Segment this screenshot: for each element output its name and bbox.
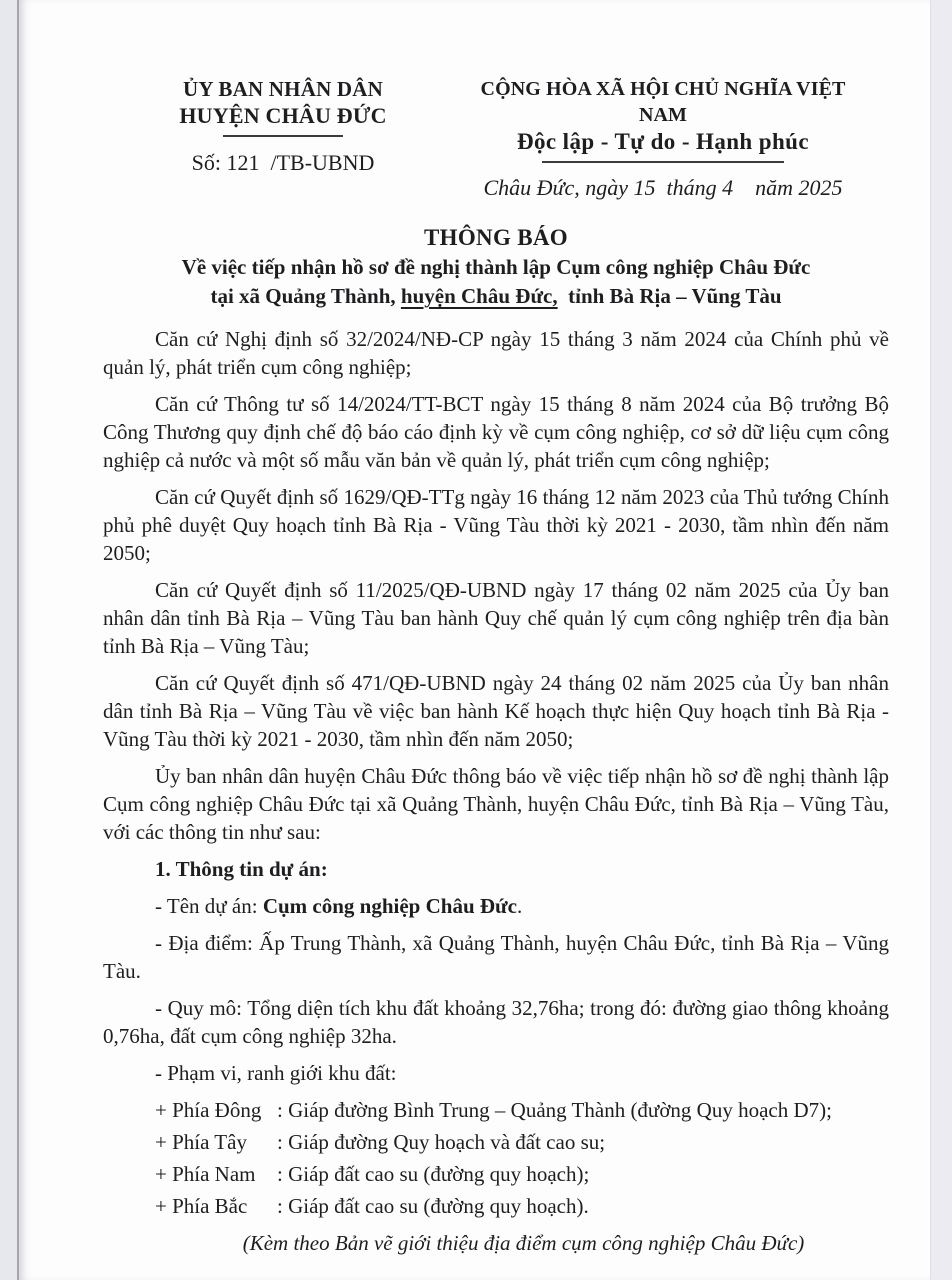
- motto-underline: [542, 161, 784, 163]
- boundary-value: : Giáp đất cao su (đường quy hoạch).: [277, 1194, 589, 1218]
- org-name-underline: [223, 135, 343, 137]
- announcement-paragraph: Ủy ban nhân dân huyện Châu Đức thông báo về việc tiếp nhận hồ sơ đề nghị thành lập Cụm công nghiệp Châu Đức tại xã Quảng Thành, huyện Châu Đức, tỉnh Bà Rịa – Vũng Tàu, với các thông tin như sau:: [103, 764, 889, 844]
- boundary-row-south: [155, 1160, 889, 1189]
- legal-basis-paragraph: Căn cứ Quyết định số 11/2025/QĐ-UBND ngày 17 tháng 02 năm 2025 của Ủy ban nhân dân tỉnh Bà Rịa – Vũng Tàu ban hành Quy chế quản lý cụm công nghiệp trên địa bàn tỉnh Bà Rịa – Vũng Tàu;: [103, 578, 889, 658]
- issuing-authority-block: [103, 76, 463, 201]
- subject-line-1: Về việc tiếp nhận hồ sơ đề nghị thành lập Cụm công nghiệp Châu Đức: [181, 255, 811, 279]
- boundary-label: + Phía Đông: [155, 1098, 262, 1122]
- boundary-value: : Giáp đất cao su (đường quy hoạch);: [277, 1162, 590, 1186]
- subject-line-2-pre: tại xã Quảng Thành,: [210, 284, 401, 308]
- section-heading: 1. Thông tin dự án:: [155, 857, 328, 881]
- project-location-line: - Địa điểm: Ấp Trung Thành, xã Quảng Thành, huyện Châu Đức, tỉnh Bà Rịa – Vũng Tàu.: [103, 931, 889, 983]
- place-date-line: Châu Đức, ngày 15 tháng 4 năm 2025: [483, 175, 843, 200]
- national-motto: Độc lập - Tự do - Hạnh phúc: [517, 129, 809, 154]
- national-header-block: [463, 76, 889, 201]
- boundary-value: : Giáp đường Quy hoạch và đất cao su;: [277, 1130, 606, 1154]
- document-header: [103, 76, 889, 201]
- boundary-row-north: [155, 1192, 889, 1221]
- project-name-label: - Tên dự án:: [155, 894, 263, 918]
- document-type-title: THÔNG BÁO: [424, 225, 568, 250]
- boundary-heading: - Phạm vi, ranh giới khu đất:: [155, 1061, 397, 1085]
- legal-basis-paragraph: Căn cứ Quyết định số 471/QĐ-UBND ngày 24 tháng 02 năm 2025 của Ủy ban nhân dân tỉnh Bà Rịa – Vũng Tàu về việc ban hành Kế hoạch thực hiện Quy hoạch tỉnh Bà Rịa - Vũng Tàu thời kỳ 2021 - 2030, tầm nhìn đến năm 2050;: [103, 671, 889, 751]
- legal-basis-paragraph: Căn cứ Nghị định số 32/2024/NĐ-CP ngày 15 tháng 3 năm 2024 của Chính phủ về quản lý, phát triển cụm công nghiệp;: [103, 327, 889, 379]
- title-block: [103, 223, 889, 311]
- boundary-label: + Phía Bắc: [155, 1194, 248, 1218]
- legal-basis-paragraph: Căn cứ Thông tư số 14/2024/TT-BCT ngày 15 tháng 8 năm 2024 của Bộ trưởng Bộ Công Thương quy định chế độ báo cáo định kỳ về cụm công nghiệp, cơ sở dữ liệu cụm công nghiệp cả nước và một số mẫu văn bản về quản lý, phát triển cụm công nghiệp;: [103, 392, 889, 472]
- boundary-value: : Giáp đường Bình Trung – Quảng Thành (đường Quy hoạch D7);: [277, 1098, 832, 1122]
- document-page: [17, 0, 931, 1280]
- project-name-line: [103, 892, 889, 920]
- org-name: HUYỆN CHÂU ĐỨC: [179, 103, 387, 128]
- document-content: [19, 0, 930, 1258]
- project-scale-line: - Quy mô: Tổng diện tích khu đất khoảng 32,76ha; trong đó: đường giao thông khoảng 0,76ha, đất cụm công nghiệp 32ha.: [103, 996, 889, 1048]
- project-name-suffix: .: [516, 894, 523, 918]
- boundary-label: + Phía Nam: [155, 1162, 256, 1186]
- boundary-label: + Phía Tây: [155, 1130, 247, 1154]
- boundary-row-west: [155, 1128, 889, 1157]
- attachment-note: (Kèm theo Bản vẽ giới thiệu địa điểm cụm công nghiệp Châu Đức): [242, 1231, 805, 1255]
- document-number: Số: 121 /TB-UBND: [191, 150, 375, 175]
- document-body: [103, 325, 889, 1258]
- subject-line-2-post: tỉnh Bà Rịa – Vũng Tàu: [557, 284, 782, 308]
- legal-basis-paragraph: Căn cứ Quyết định số 1629/QĐ-TTg ngày 16 tháng 12 năm 2023 của Thủ tướng Chính phủ phê duyệt Quy hoạch tỉnh Bà Rịa - Vũng Tàu thời kỳ 2021 - 2030, tầm nhìn đến năm 2050;: [103, 485, 889, 565]
- national-title: CỘNG HÒA XÃ HỘI CHỦ NGHĨA VIỆT NAM: [480, 78, 846, 126]
- subject-line-2-underlined: huyện Châu Đức,: [400, 284, 558, 308]
- boundary-row-east: [155, 1096, 889, 1125]
- org-parent-name: ỦY BAN NHÂN DÂN: [183, 77, 383, 101]
- project-name-value: Cụm công nghiệp Châu Đức: [262, 894, 517, 918]
- subject-line-2: [103, 282, 889, 311]
